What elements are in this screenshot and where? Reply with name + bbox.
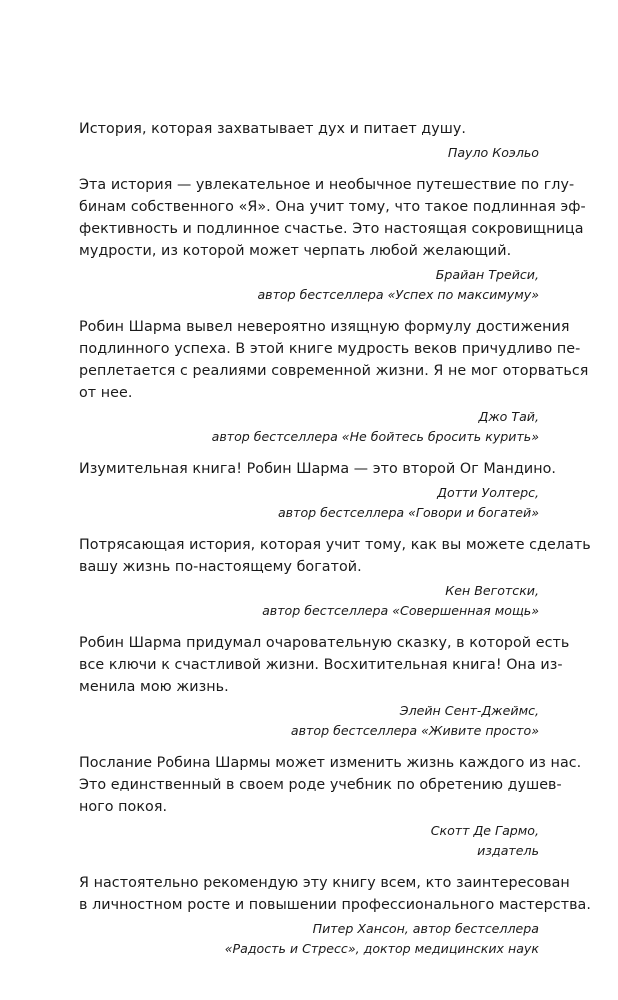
quote-text <box>79 632 570 698</box>
quote-line: мудрости, из которой может черпать любой желающий. <box>79 243 512 259</box>
quote-text <box>79 316 589 404</box>
attribution-line: автор бестселлера «Совершенная мощь» <box>262 603 539 618</box>
attribution <box>79 581 539 621</box>
attribution-line: Пауло Коэльо <box>447 145 539 160</box>
quote-line: Эта история — увлекательное и необычное путешествие по глу- <box>79 177 575 193</box>
quote-block <box>79 118 539 163</box>
quote-text <box>79 458 557 480</box>
attribution-line: Дотти Уолтерс, <box>437 485 539 500</box>
quote-line: Послание Робина Шармы может изменить жизнь каждого из нас. <box>79 755 582 771</box>
quote-text <box>79 174 586 262</box>
quote-line: подлинного успеха. В этой книге мудрость веков причудливо пе- <box>79 341 581 357</box>
attribution <box>79 919 539 959</box>
quote-block <box>79 752 582 861</box>
quote-line: от нее. <box>79 385 133 401</box>
attribution <box>79 143 539 163</box>
attribution-line: Брайан Трейси, <box>435 267 539 282</box>
attribution <box>79 483 539 523</box>
attribution-line: «Радость и Стресс», доктор медицинских наук <box>224 941 539 956</box>
quote-text <box>79 118 539 140</box>
quote-line: Изумительная книга! Робин Шарма — это второй Ог Мандино. <box>79 461 557 477</box>
quote-line: фективность и подлинное счастье. Это настоящая сокровищница <box>79 221 584 237</box>
attribution-line: Скотт Де Гармо, <box>430 823 539 838</box>
attribution-line: автор бестселлера «Живите просто» <box>290 723 539 738</box>
attribution <box>79 407 539 447</box>
quote-line: вашу жизнь по-настоящему богатой. <box>79 559 362 575</box>
quote-line: История, которая захватывает дух и питает душу. <box>79 121 466 137</box>
quote-block <box>79 534 591 621</box>
attribution-line: автор бестселлера «Говори и богатей» <box>277 505 539 520</box>
attribution-line: Питер Хансон, автор бестселлера <box>312 921 539 936</box>
attribution <box>79 821 539 861</box>
attribution-line: Кен Веготски, <box>445 583 539 598</box>
attribution-line: Элейн Сент-Джеймс, <box>399 703 539 718</box>
quote-line: реплетается с реалиями современной жизни. Я не мог оторваться <box>79 363 589 379</box>
attribution-line: автор бестселлера «Не бойтесь бросить курить» <box>211 429 539 444</box>
quote-line: менила мою жизнь. <box>79 679 229 695</box>
quote-text <box>79 752 582 818</box>
quote-line: Робин Шарма придумал очаровательную сказку, в которой есть <box>79 635 570 651</box>
quote-line: ного покоя. <box>79 799 168 815</box>
quote-block <box>79 632 570 741</box>
quote-line: бинам собственного «Я». Она учит тому, что такое подлинная эф- <box>79 199 586 215</box>
attribution-line: издатель <box>477 843 539 858</box>
quote-block <box>79 458 557 523</box>
praise-page <box>79 118 591 970</box>
attribution-line: автор бестселлера «Успех по максимуму» <box>257 287 539 302</box>
attribution <box>79 701 539 741</box>
attribution <box>79 265 539 305</box>
attribution-line: Джо Тай, <box>478 409 539 424</box>
quote-text <box>79 872 591 916</box>
quote-text <box>79 534 591 578</box>
quote-block <box>79 174 586 305</box>
quote-line: Это единственный в своем роде учебник по обретению душев- <box>79 777 562 793</box>
quote-line: в личностном росте и повышении профессионального мастерства. <box>79 897 591 913</box>
quote-line: Я настоятельно рекомендую эту книгу всем, кто заинтересован <box>79 875 570 891</box>
quote-block <box>79 872 591 959</box>
quote-line: Робин Шарма вывел невероятно изящную формулу достижения <box>79 319 570 335</box>
quote-block <box>79 316 589 447</box>
quote-line: все ключи к счастливой жизни. Восхитительная книга! Она из- <box>79 657 563 673</box>
quote-line: Потрясающая история, которая учит тому, как вы можете сделать <box>79 537 591 553</box>
